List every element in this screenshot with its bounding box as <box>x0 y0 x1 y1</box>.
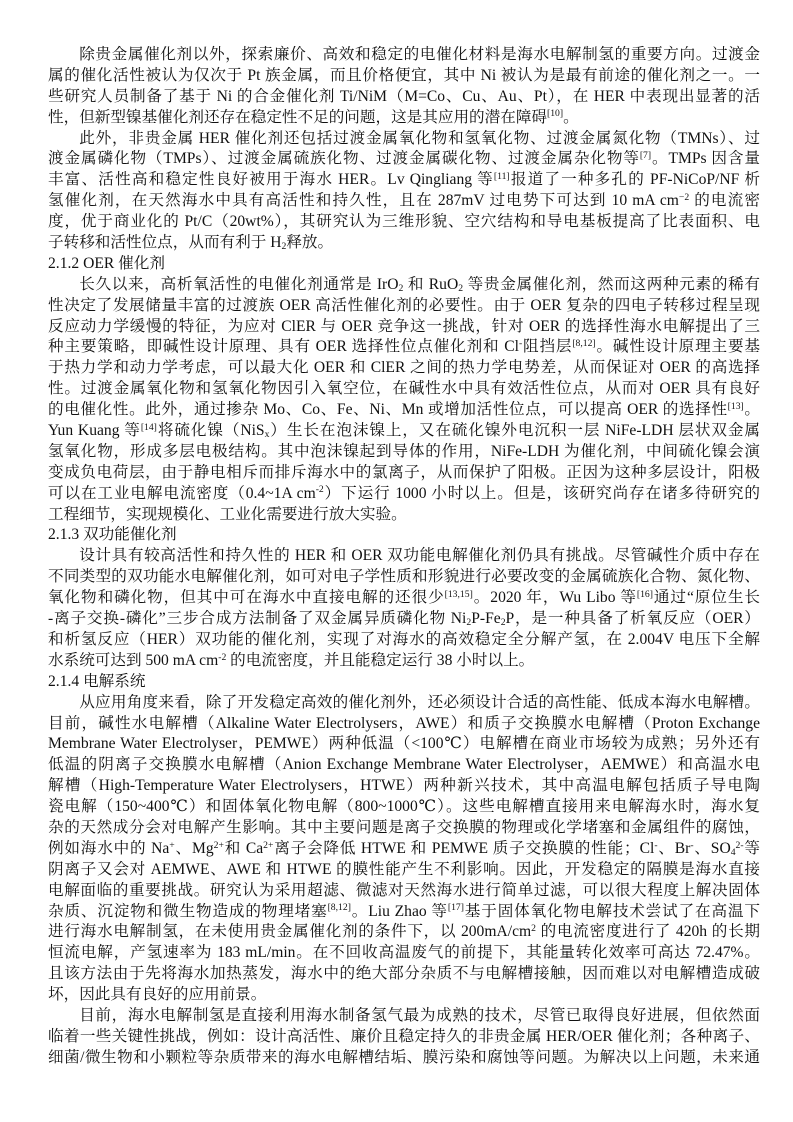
text-line <box>48 881 760 902</box>
paragraph <box>48 275 760 526</box>
text-run: 长久以来，高析氧活性的电催化剂通常是 IrO <box>79 275 399 293</box>
text-run: 工程细节，实现规模化、工业化需要进行放大实验。 <box>48 505 407 523</box>
citation-superscript: [7] <box>639 150 652 162</box>
text-run: 等贵金属催化剂，然而这两种元素的稀有 <box>463 275 760 293</box>
superscript: + <box>169 839 175 851</box>
text-run: 进行海水电解制氢，在未使用贵金属催化剂的条件下，以 200mA/cm <box>48 923 532 941</box>
citation-superscript: [13] <box>727 400 744 412</box>
text-line <box>48 87 760 108</box>
text-run: 变成负电荷层，由于静电相斥而排斥海水中的氯离子，从而保护了阳极。正因为这种多层设计，阳极 <box>48 463 760 481</box>
text-line <box>48 630 760 651</box>
text-run: 设计具有较高活性和持久性的 HER 和 OER 双功能电解催化剂仍具有挑战。尽管碱性介质中存在 <box>79 547 760 565</box>
text-line <box>48 66 760 87</box>
text-run: P，是一种具备了析氧反应（OER） <box>505 610 760 628</box>
text-run: 性，但新型镍基催化剂还存在稳定性不足的问题，这是其应用的潜在障碍 <box>48 108 548 126</box>
text-line <box>48 818 760 839</box>
text-run: 且该方法由于先将海水加热蒸发，海水中的绝大部分杂质不与电解槽接触，因而难以对电解槽造成破 <box>48 965 760 983</box>
text-line <box>48 421 760 442</box>
text-run: 细菌/微生物和小颗粒等杂质带来的海水电解槽结垢、膜污染和腐蚀等问题。为解决以上问题，未来通 <box>48 1048 760 1066</box>
text-run: 离子会降低 HTWE 和 PEMWE 质子交换膜的性能；Cl <box>273 839 655 857</box>
superscript: - <box>690 839 694 851</box>
text-line <box>48 1006 760 1027</box>
superscript: - <box>654 839 658 851</box>
citation-superscript: [14] <box>140 421 157 433</box>
text-line <box>48 776 760 797</box>
text-line <box>48 400 760 421</box>
text-run: 不同类型的双功能水电解催化剂，如可对电子学性质和形貌进行必要改变的金属硫族化合物、氮化物、 <box>48 568 760 586</box>
text-run: 反应动力学缓慢的特征，为应对 ClER 与 OER 竞争这一挑战，针对 OER 的选择性海水电解提出了三 <box>48 317 760 335</box>
text-line <box>48 693 760 714</box>
section-heading <box>48 672 760 693</box>
text-run: 此外，非贵金属 HER 催化剂还包括过渡金属氧化物和氢氧化物、过渡金属氮化物（TMNs）、过 <box>79 129 760 147</box>
text-run: 些研究人员制备了基于 Ni 的合金催化剂 Ti/NiM（M=Co、Cu、Au、Pt），在 HER 中表现出显著的活 <box>48 87 760 105</box>
text-run: 和析氢反应（HER）双功能的催化剂，实现了对海水的高效稳定全分解产氢，在 2.004V 电压下全解 <box>48 630 760 648</box>
text-line <box>48 922 760 943</box>
text-run: 水系统可达到 500 mA cm <box>48 651 219 669</box>
text-run: 2.1.4 电解系统 <box>48 672 146 690</box>
text-run: 种主要策略，即碱性设计原理、具有 OER 选择性位点催化剂和 Cl <box>48 338 519 356</box>
text-run: 的电催化性。此外，通过掺杂 Mo、Co、Fe、Ni、Mn 或增加活性位点，可以提高 OER 的选择性 <box>48 401 728 419</box>
text-run: 除贵金属催化剂以外，探索廉价、高效和稳定的电催化材料是海水电解制氢的重要方向。过渡金 <box>79 46 760 63</box>
text-run: 可以在工业电解电流密度（0.4~1A cm <box>48 484 316 502</box>
text-run: 坏，因此具有良好的应用前景。 <box>48 986 267 1004</box>
text-run: 的电流密 <box>689 192 760 210</box>
subscript: x <box>264 429 270 441</box>
text-run: 例如海水中的 Na <box>48 839 170 857</box>
text-line <box>48 714 760 735</box>
text-line <box>48 985 760 1006</box>
subscript: 2 <box>458 283 464 295</box>
superscript: - <box>518 338 523 350</box>
text-line <box>48 129 760 150</box>
text-run: 目前，碱性水电解槽（Alkaline Water Electrolysers，AWE）和质子交换膜水电解槽（Proton Exchange <box>48 714 760 732</box>
text-run: 和 Ca <box>223 839 264 857</box>
superscript: 2 <box>531 923 536 935</box>
text-run: 和 RuO <box>403 275 459 293</box>
text-line <box>48 233 760 254</box>
text-run: P-Fe <box>471 610 501 628</box>
citation-superscript: [16] <box>636 588 653 600</box>
text-line <box>48 275 760 296</box>
text-line <box>48 337 760 358</box>
superscript: 2+ <box>213 839 224 851</box>
paragraph <box>48 45 760 129</box>
text-line <box>48 588 760 609</box>
text-line <box>48 191 760 212</box>
text-line <box>48 108 760 129</box>
text-line <box>48 964 760 985</box>
text-run: 、Mg <box>174 839 214 857</box>
text-line <box>48 525 760 546</box>
text-run: 解槽（High-Temperature Water Electrolysers，HTWE）两种新兴技术，其中高温电解包括质子导电陶 <box>48 777 760 795</box>
text-run: 、Br <box>657 839 691 857</box>
text-line <box>48 651 760 672</box>
text-line <box>48 943 760 964</box>
text-run: ）下运行 1000 小时以上。但是，该研究尚存在诸多待研究的 <box>323 484 760 502</box>
text-run: 。 <box>563 108 579 126</box>
text-run: 基于固体氧化物电解技术尝试了在高温下 <box>463 902 760 920</box>
citation-superscript: [8,12] <box>327 902 351 914</box>
paragraph <box>48 546 760 671</box>
text-line <box>48 45 760 66</box>
text-run: 于热力学和动力学考虑，可以最大化 OER 和 ClER 之间的热力学电势差，从而保证对 OER 的高选择 <box>48 359 760 377</box>
text-run: 阻挡层 <box>522 338 573 356</box>
text-run: 性。过渡金属氧化物和氢氧化物因引入氧空位，在碱性水中具有效活性位点，从而对 OER 具有良好 <box>48 380 760 398</box>
subscript: 2 <box>281 241 287 253</box>
text-run: 目前，海水电解制氢是直接利用海水制备氢气最为成熟的技术，尽管已取得良好进展，但依然面 <box>79 1006 760 1024</box>
text-run: 低温的阴离子交换膜水电解槽（Anion Exchange Membrane Water Electrolyser，AEMWE）和高温水电 <box>48 756 760 774</box>
text-run: 性决定了发展储量丰富的过渡族 OER 高活性催化剂的必要性。由于 OER 复杂的四电子转移过程呈现 <box>48 296 760 314</box>
paragraph <box>48 693 760 1006</box>
text-line <box>48 755 760 776</box>
citation-superscript: [8,12] <box>572 338 596 350</box>
superscript: 2+ <box>263 839 274 851</box>
text-run: 报道了一种多孔的 PF-NiCoP/NF 析 <box>509 171 760 189</box>
text-run: 杂的天然成分会对电解产生影响。其中主要问题是离子交换膜的物理或化学堵塞和金属组件的腐蚀， <box>48 818 760 836</box>
text-run: 临着一些关键性挑战，例如：设计高活性、廉价且稳定持久的非贵金属 HER/OER 催化剂；各种离子、 <box>48 1027 760 1045</box>
text-line <box>48 379 760 400</box>
text-run: 。TMPs 因含量 <box>651 150 760 168</box>
text-line <box>48 317 760 338</box>
text-run: 渡金属磷化物（TMPs）、过渡金属硫族化物、过渡金属碳化物、过渡金属杂化物等 <box>48 150 640 168</box>
text-run: 杂质、沉淀物和微生物造成的物理堵塞 <box>48 902 328 920</box>
subscript: 2 <box>466 617 472 629</box>
superscript: -2 <box>315 484 324 496</box>
text-run: 2.1.2 OER 催化剂 <box>48 254 165 272</box>
citation-superscript: [13,15] <box>444 588 473 600</box>
text-run: Yun Kuang 等 <box>48 422 141 440</box>
text-line <box>48 860 760 881</box>
text-run: 通过“原位生长 <box>652 589 760 607</box>
text-run: 。碱性设计原理主要基 <box>595 338 760 356</box>
text-run: 等 <box>743 839 760 857</box>
text-line <box>48 254 760 275</box>
text-line <box>48 296 760 317</box>
text-line <box>48 149 760 170</box>
text-run: 子转移和活性位点，从而有利于 H <box>48 234 282 252</box>
paragraph <box>48 1006 760 1069</box>
text-run: 属的催化活性被认为仅次于 Pt 族金属，而且价格便宜，其中 Ni 被认为是最有前途的催化剂之一。一 <box>48 66 760 84</box>
subscript: 4 <box>730 847 736 859</box>
text-line <box>48 902 760 923</box>
section-heading <box>48 254 760 275</box>
text-run: 、SO <box>693 839 731 857</box>
text-line <box>48 609 760 630</box>
citation-superscript: [10] <box>547 108 564 120</box>
text-line <box>48 567 760 588</box>
paragraph <box>48 129 760 254</box>
text-line <box>48 546 760 567</box>
subscript: 2 <box>398 283 404 295</box>
text-line <box>48 672 760 693</box>
text-line <box>48 1048 760 1069</box>
text-run: 丰富、活性高和稳定性良好被用于海水 HER。Lv Qingliang 等 <box>48 171 494 189</box>
text-run: 。 <box>743 401 760 419</box>
text-run: 阴离子又会对 AEMWE、AWE 和 HTWE 的膜性能产生不利影响。因此，开发稳定的隔膜是海水直接 <box>48 860 760 878</box>
text-run: 。Liu Zhao 等 <box>350 902 448 920</box>
text-line <box>48 212 760 233</box>
text-run: 氢氧化物，形成多层电极结构。其中泡沫镍起到导体的作用，NiFe-LDH 为催化剂，中间硫化镍会演 <box>48 442 760 460</box>
text-run: -离子交换-磷化”三步合成方法制备了双金属异质磷化物 Ni <box>48 610 467 628</box>
text-run: 电解面临的重要挑战。研究认为采用超滤、微滤对天然海水进行简单过滤，可以很大程度上解决固体 <box>48 881 760 899</box>
text-run: 瓷电解（150~400℃）和固体氧化物电解（800~1000℃）。这些电解槽直接用来电解海水时，海水复 <box>48 798 760 816</box>
text-run: 恒流电解，产氢速率为 183 mL/min。在不回收高温废气的前提下，其能量转化效率可高达 72.47%。 <box>48 944 760 962</box>
text-run: 从应用角度来看，除了开发稳定高效的催化剂外，还必须设计合适的高性能、低成本海水电解槽。 <box>79 693 760 711</box>
text-line <box>48 839 760 860</box>
text-run: 释放。 <box>286 234 334 252</box>
text-run: 将硫化镍（NiS <box>156 422 265 440</box>
text-run: 度，优于商业化的 Pt/C（20wt%），其研究认为三维形貌、空穴结构和导电基板提高了比表面积、电 <box>48 213 760 231</box>
text-run: 2.1.3 双功能催化剂 <box>48 526 177 544</box>
subscript: 2 <box>500 617 506 629</box>
superscript: −2 <box>678 191 690 203</box>
superscript: 2- <box>735 839 744 851</box>
text-line <box>48 484 760 505</box>
citation-superscript: [11] <box>493 171 510 183</box>
text-run: 氢催化剂，在天然海水中具有高活性和持久性，且在 287mV 过电势下可达到 10 mA cm <box>48 192 679 210</box>
text-line <box>48 170 760 191</box>
text-line <box>48 797 760 818</box>
text-line <box>48 734 760 755</box>
text-line <box>48 505 760 526</box>
superscript: -2 <box>218 651 227 663</box>
document-page <box>48 45 760 1069</box>
text-line <box>48 442 760 463</box>
section-heading <box>48 525 760 546</box>
text-run: ）生长在泡沫镍上，又在硫化镍外电沉积一层 NiFe-LDH 层状双金属 <box>269 422 760 440</box>
text-run: 氧化物和磷化物，但其中可在海水中直接电解的还很少 <box>48 589 445 607</box>
text-run: Membrane Water Electrolyser，PEMWE）两种低温（<100℃）电解槽在商业市场较为成熟；另外还有 <box>48 735 760 753</box>
text-run: 。2020 年，Wu Libo 等 <box>472 589 637 607</box>
citation-superscript: [17] <box>447 902 464 914</box>
text-run: 的电流密度进行了 420h 的长期 <box>535 923 760 941</box>
text-line <box>48 358 760 379</box>
text-line <box>48 463 760 484</box>
text-run: 的电流密度，并且能稳定运行 38 小时以上。 <box>226 651 535 669</box>
text-line <box>48 1027 760 1048</box>
